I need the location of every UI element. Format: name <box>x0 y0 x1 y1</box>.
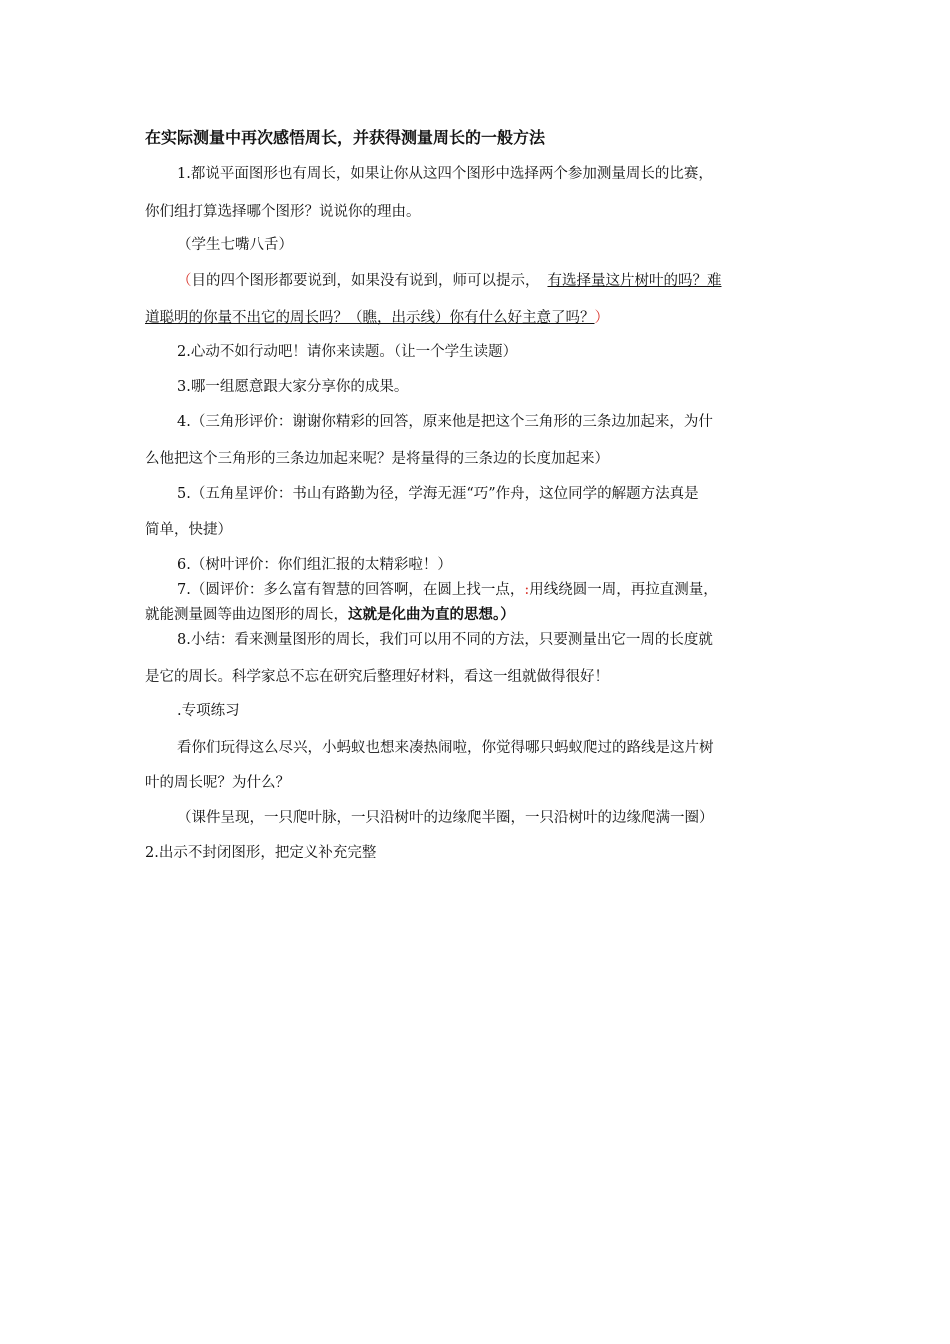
paragraph-8: 6.（树叶评价：你们组汇报的太精彩啦！） <box>177 557 452 573</box>
paragraph-14: 2.出示不封闭图形，把定义补充完整 <box>145 845 377 861</box>
section-title: 在实际测量中再次感悟周长，并获得测量周长的一般方法 <box>145 128 546 147</box>
paragraph-9-line-1 <box>177 580 842 600</box>
paren-close: ） <box>594 310 609 326</box>
paragraph-9-part-b: 用线绕圆一周，再拉直测量， <box>529 582 718 598</box>
paragraph-3-line-2 <box>145 308 810 328</box>
paragraph-12-line-1: 看你们玩得这么尽兴，小蚂蚁也想来凑热闹啦，你觉得哪只蚂蚁爬过的路线是这片树 <box>177 740 714 756</box>
paragraph-1-line-2: 你们组打算选择哪个图形？说说你的理由。 <box>145 204 421 220</box>
paragraph-3-plain: 目的四个图形都要说到，如果没有说到，师可以提示， <box>191 273 540 289</box>
paragraph-7-line-1: 5.（五角星评价：书山有路勤为径，学海无涯“巧”作舟，这位同学的解题方法真是 <box>177 486 699 502</box>
paragraph-1-line-1: 1.都说平面图形也有周长，如果让你从这四个图形中选择两个参加测量周长的比赛， <box>177 166 713 182</box>
paren-open: （ <box>177 273 192 289</box>
paragraph-4: 2.心动不如行动吧！请你来读题。（让一个学生读题） <box>177 344 518 360</box>
paragraph-3-underlined-2: 道聪明的你量不出它的周长吗？（瞧，出示线）你有什么好主意了吗？ <box>145 310 595 326</box>
paragraph-9-plain: 就能测量圆等曲边图形的周长， <box>145 607 348 623</box>
paragraph-9-bold: 这就是化曲为直的思想。） <box>348 606 515 623</box>
paragraph-6-line-2: 么他把这个三角形的三条边加起来呢？是将量得的三条边的长度加起来） <box>145 451 609 467</box>
paragraph-5: 3.哪一组愿意跟大家分享你的成果。 <box>177 379 409 395</box>
paragraph-10-line-2: 是它的周长。科学家总不忘在研究后整理好材料，看这一组就做得很好！ <box>145 669 609 685</box>
paragraph-13: （课件呈现，一只爬叶脉，一只沿树叶的边缘爬半圈，一只沿树叶的边缘爬满一圈） <box>177 810 714 826</box>
paragraph-7-line-2: 简单，快捷） <box>145 522 232 538</box>
paragraph-9-part-a: 7.（圆评价：多么富有智慧的回答啊，在圆上找一点， <box>177 582 525 598</box>
paragraph-9-red-colon: : <box>524 582 530 598</box>
paragraph-6-line-1: 4.（三角形评价：谢谢你精彩的回答，原来他是把这个三角形的三条边加起来，为什 <box>177 414 713 430</box>
paragraph-10-line-1: 8.小结：看来测量图形的周长，我们可以用不同的方法，只要测量出它一周的长度就 <box>177 632 713 648</box>
paragraph-3-underlined-1: 有选择量这片树叶的吗？难 <box>547 273 722 289</box>
paragraph-3-line-1 <box>177 271 842 291</box>
paragraph-2: （学生七嘴八舌） <box>177 237 293 253</box>
paragraph-12-line-2: 叶的周长呢？为什么？ <box>145 775 290 791</box>
paragraph-11: .专项练习 <box>177 703 240 719</box>
paragraph-9-line-2 <box>145 605 810 625</box>
